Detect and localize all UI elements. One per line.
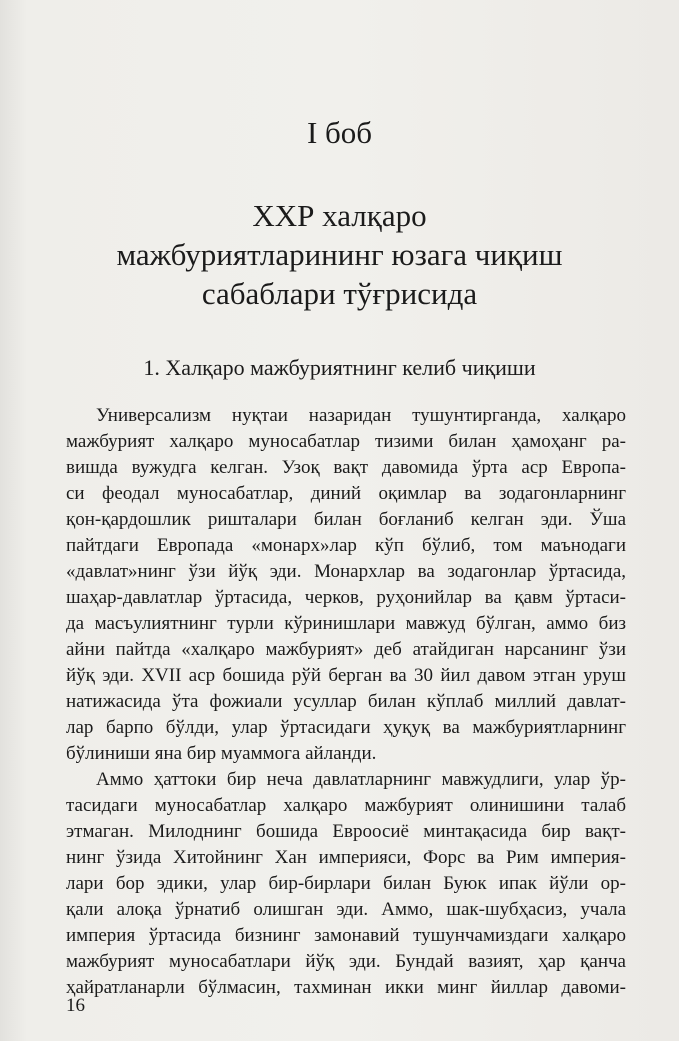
text-line: шаҳар-давлатлар ўртасида, черков, руҳонийлар ва қавм ўртаси- (66, 587, 626, 608)
text-line: да масъулиятнинг турли кўринишлари мавжуд бўлган, аммо биз (66, 613, 626, 634)
text-line: Аммо ҳаттоки бир неча давлатларнинг мавжудлиги, улар ўр- (96, 769, 626, 790)
body-text (66, 403, 626, 1001)
text-line: нинг ўзида Хитойнинг Хан империяси, Форс ва Рим империя- (66, 847, 626, 868)
text-line: бўлиниши яна бир муаммога айланди. (66, 743, 377, 764)
chapter-title-line: сабаблари тўғрисида (201, 276, 478, 311)
chapter-title (0, 196, 679, 313)
section-heading: 1. Халқаро мажбуриятнинг келиб чиқиши (143, 355, 536, 380)
text-line: йўқ эди. XVII аср бошида рўй берган ва 30 йил давом этган уруш (66, 665, 626, 686)
text-line: лар барпо бўлди, улар ўртасидаги ҳуқуқ ва мажбуриятларнинг (66, 717, 626, 738)
text-line: лари бор эдики, улар бир-бирлари билан Буюк ипак йўли ор- (66, 873, 626, 894)
text-line: қон-қардошлик ришталари билан боғланиб келган эди. Ўша (66, 509, 626, 530)
text-line: этмаган. Милоднинг бошида Евроосиё минтақасида бир вақт- (66, 821, 626, 842)
text-line: империя ўртасида бизнинг замонавий тушунчамиздаги халқаро (66, 925, 626, 946)
page-number: 16 (66, 995, 85, 1016)
text-line: мажбурият муносабатлари йўқ эди. Бундай вазият, ҳар қанча (66, 951, 626, 972)
chapter-title-line: мажбуриятларининг юзага чиқиш (116, 237, 563, 272)
text-line: айни пайтда «халқаро мажбурият» деб атайдиган нарсанинг ўзи (66, 639, 626, 660)
text-line: тасидаги муносабатлар халқаро мажбурият олинишини талаб (66, 795, 626, 816)
text-line: Универсализм нуқтаи назаридан тушунтирганда, халқаро (96, 405, 626, 426)
text-line: мажбурият халқаро муносабатлар тизими билан ҳамоҳанг ра- (66, 431, 626, 452)
text-line: қали алоқа ўрнатиб олишган эди. Аммо, шак-шубҳасиз, учала (66, 899, 626, 920)
text-line: вишда вужудга келган. Узоқ вақт давомида ўрта аср Европа- (66, 457, 626, 478)
text-line: натижасида ўта фожиали усуллар билан кўплаб миллий давлат- (66, 691, 626, 712)
text-line: «давлат»нинг ўзи йўқ эди. Монархлар ва зодагонлар ўртасида, (66, 561, 626, 582)
text-line: пайтдаги Европада «монарх»лар кўп бўлиб, том маънодаги (66, 535, 626, 556)
chapter-heading: I боб (306, 115, 373, 150)
chapter-title-line: ХХР халқаро (252, 198, 427, 233)
text-line: си феодал муносабатлар, диний оқимлар ва зодагонларнинг (66, 483, 626, 504)
text-line: ҳайратланарли бўлмасин, тахминан икки минг йиллар давоми- (66, 977, 626, 998)
